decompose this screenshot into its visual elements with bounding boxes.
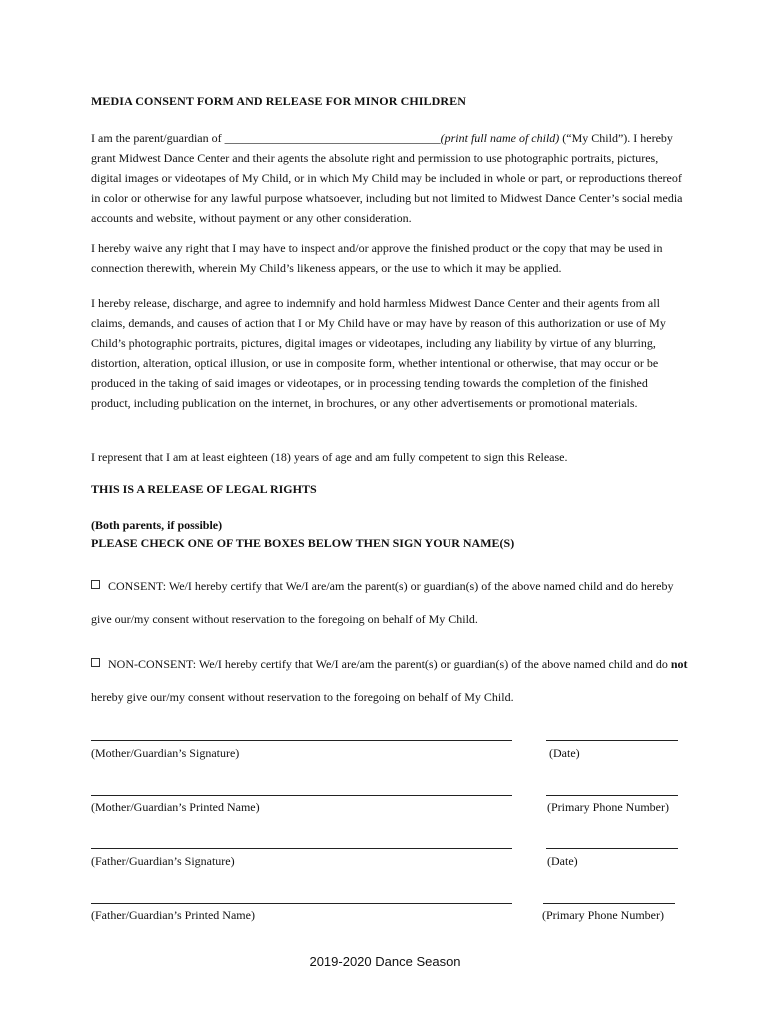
father-printed-label: (Father/Guardian’s Printed Name) bbox=[91, 908, 255, 922]
mother-signature-label: (Mother/Guardian’s Signature) bbox=[91, 746, 240, 760]
check-instruction: PLEASE CHECK ONE OF THE BOXES BELOW THEN SIGN YOUR NAME(S) bbox=[91, 536, 515, 550]
both-parents-note: (Both parents, if possible) bbox=[91, 518, 223, 532]
date1-label: (Date) bbox=[549, 746, 580, 760]
father-signature-line[interactable] bbox=[91, 848, 512, 849]
form-title: MEDIA CONSENT FORM AND RELEASE FOR MINOR CHILDREN bbox=[91, 94, 467, 108]
phone1-label: (Primary Phone Number) bbox=[547, 800, 669, 814]
paragraph-release: I hereby release, discharge, and agree to indemnify and hold harmless Midwest Dance Center and their agents from all claims, demands, and causes of action that I or My Child have or may have by reason of this authorization or use of My Child’s photographic portraits, pictures, digital images or videotapes, including any liability by virtue of any blurring, distortion, alteration, optical illusion, or use in composite form, whether intentional or otherwise, that may occur or be produced in the taking of said images or videotapes, or in processing tending towards the completion of the finished product, including publication on the internet, in brochures, or any other advertisements or promotional materials. bbox=[91, 296, 666, 410]
nonconsent-checkbox[interactable] bbox=[91, 658, 100, 667]
date2-label: (Date) bbox=[547, 854, 578, 868]
child-name-hint: (print full name of child) bbox=[440, 131, 560, 145]
paragraph-represent: I represent that I am at least eighteen (18) years of age and am fully competent to sign this Release. bbox=[91, 450, 568, 464]
consent-text: CONSENT: We/I hereby certify that We/I are/am the parent(s) or guardian(s) of the above named child and do hereby give our/my consent without reservation to the foregoing on behalf of My Child. bbox=[91, 579, 674, 626]
season-footer: 2019-2020 Dance Season bbox=[309, 954, 461, 969]
father-signature-label: (Father/Guardian’s Signature) bbox=[91, 854, 235, 868]
consent-checkbox[interactable] bbox=[91, 580, 100, 589]
grant-suffix: (“My Child”). I hereby grant Midwest Dance Center and their agents the absolute right and permission to use photographic portraits, pictures, digital images or videotapes of My Child, or in which My Child may be included in whole or part, or reproductions thereof in color or otherwise for any lawful purpose whatsoever, including but not limited to Midwest Dance Center’s social media accounts and website, without payment or any other consideration. bbox=[91, 131, 683, 225]
nonconsent-text-pre: NON-CONSENT: We/I hereby certify that We/I are/am the parent(s) or guardian(s) of the above named child and do bbox=[108, 657, 671, 671]
grant-prefix: I am the parent/guardian of ____________________________________ bbox=[91, 131, 441, 145]
mother-printed-label: (Mother/Guardian’s Printed Name) bbox=[91, 800, 260, 814]
phone2-label: (Primary Phone Number) bbox=[542, 908, 664, 922]
mother-printed-line[interactable] bbox=[91, 795, 512, 796]
paragraph-grant bbox=[91, 128, 686, 228]
nonconsent-option bbox=[91, 648, 691, 714]
mother-signature-line[interactable] bbox=[91, 740, 512, 741]
father-printed-line[interactable] bbox=[91, 903, 512, 904]
phone2-line[interactable] bbox=[543, 903, 675, 904]
release-heading: THIS IS A RELEASE OF LEGAL RIGHTS bbox=[91, 482, 317, 496]
phone1-line[interactable] bbox=[546, 795, 678, 796]
paragraph-waive: I hereby waive any right that I may have to inspect and/or approve the finished product or the copy that may be used in connection therewith, wherein My Child’s likeness appears, or the use to which it may be applied. bbox=[91, 241, 663, 275]
date1-line[interactable] bbox=[546, 740, 678, 741]
nonconsent-not: not bbox=[670, 657, 688, 671]
consent-option bbox=[91, 570, 691, 636]
nonconsent-text-post: hereby give our/my consent without reservation to the foregoing on behalf of My Child. bbox=[91, 690, 514, 704]
date2-line[interactable] bbox=[546, 848, 678, 849]
